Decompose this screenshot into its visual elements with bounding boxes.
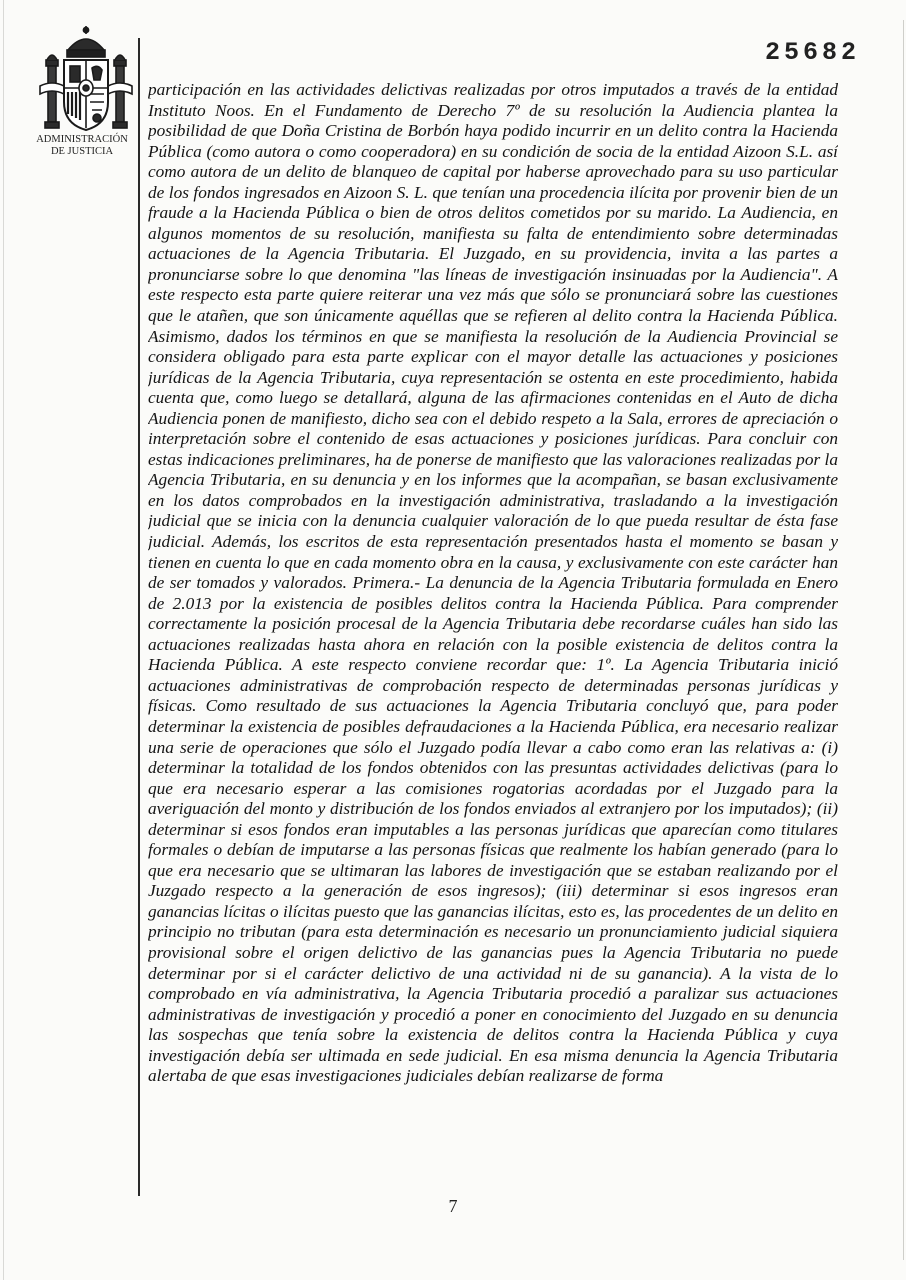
spanish-coat-of-arms-icon <box>36 24 136 136</box>
scan-edge-right <box>903 20 904 1260</box>
institution-label <box>26 134 138 158</box>
scan-edge-left <box>3 0 4 1280</box>
institution-line-1: ADMINISTRACIÓN <box>36 134 128 145</box>
margin-rule <box>138 38 140 1196</box>
page-number: 7 <box>448 1196 458 1216</box>
institution-line-2: DE JUSTICIA <box>50 146 114 157</box>
reference-number: 25682 <box>764 38 860 67</box>
body-paragraph: participación en las actividades delictivas realizadas por otros imputados a través de la entidad Instituto Noos. En el Fundamento de Derecho 7º de su resolución la Audiencia plantea la posibilidad de que Doña Cristina de Borbón haya podido incurrir en un delito contra la Hacienda Pública (como autora o como cooperadora) en su condición de socia de la entidad Aizoon S.L. así como autora de un delito de blanqueo de capital por haberse aprovechado para su uso particular de los fondos ingresados en Aizoon S. L. que tenían una procedencia ilícita por provenir bien de un fraude a la Hacienda Pública o bien de otros delitos cometidos por su marido. La Audiencia, en algunos momentos de su resolución, manifiesta su falta de entendimiento sobre determinadas actuaciones de la Agencia Tributaria. El Juzgado, en su providencia, invita a las partes a pronunciarse sobre lo que denomina "las líneas de investigación insinuadas por la Audiencia". A este respecto esta parte quiere reiterar una vez más que sólo se pronunciará sobre las cuestiones que le atañen, que son únicamente aquéllas que se refieren al delito contra la Hacienda Pública. Asimismo, dados los términos en que se manifiesta la resolución de la Audiencia Provincial se considera obligado para esta parte explicar con el mayor detalle las actuaciones y posiciones jurídicas de la Agencia Tributaria, cuya representación se ostenta en este procedimiento, habida cuenta que, como luego se detallará, alguna de las afirmaciones contenidas en el Auto de dicha Audiencia ponen de manifiesto, dicho sea con el debido respeto a la Sala, errores de apreciación o interpretación sobre el contenido de esas actuaciones y posiciones jurídicas. Para concluir con estas indicaciones preliminares, ha de ponerse de manifiesto que las valoraciones realizadas por la Agencia Tributaria, en su denuncia y en los informes que la acompañan, se basan exclusivamente en los datos comprobados en la investigación administrativa, trasladando a la investigación judicial que se inicia con la denuncia cualquier valoración de lo que pueda resultar de ésta fase judicial. Además, los escritos de esta representación presentados hasta el momento se basan y tienen en cuenta lo que en cada momento obra en la causa, y exclusivamente con este carácter han de ser tomados y valorados. Primera.- La denuncia de la Agencia Tributaria formulada en Enero de 2.013 por la existencia de posibles delitos contra la Hacienda Pública. Para comprender correctamente la posición procesal de la Agencia Tributaria debe recordarse cuáles han sido las actuaciones realizadas hasta ahora en relación con la posible existencia de delitos contra la Hacienda Pública. A este respecto conviene recordar que: 1º. La Agencia Tributaria inició actuaciones administrativas de comprobación respecto de determinadas personas jurídicas y físicas. Como resultado de sus actuaciones la Agencia Tributaria concluyó que, para poder determinar la existencia de posibles defraudaciones a la Hacienda Pública, era necesario realizar una serie de operaciones que sólo el Juzgado podía llevar a cabo como eran las relativas a: (i) determinar la totalidad de los fondos obtenidos con las presuntas actividades delictivas (para lo que era necesario esperar a las comisiones rogatorias acordadas por el Juzgado para la averiguación del monto y distribución de los fondos enviados al extranjero por los imputados); (ii) determinar si esos fondos eran imputables a las personas jurídicas que aparecían como titulares formales o debían de imputarse a las personas físicas que realmente los habían generado (para lo que era necesario que se ultimaran las labores de investigación que se estaban realizando por el Juzgado respecto a la generación de esos ingresos); (iii) determinar si esos ingresos eran ganancias lícitas o ilícitas puesto que las ganancias ilícitas, esto es, las procedentes de un delito en principio no tributan (para esta determinación es necesario un pronunciamiento judicial siquiera provisional sobre el origen delictivo de las ganancias pues la Agencia Tributaria no puede determinar por si el carácter delictivo de una actividad ni de su ganancia). A la vista de lo comprobado en vía administrativa, la Agencia Tributaria procedió a paralizar sus actuaciones administrativas de investigación y procedió a poner en conocimiento del Juzgado en su denuncia las sospechas que tenía sobre la existencia de delitos contra la Hacienda Pública y cuya investigación debía ser ultimada en sede judicial. En esa misma denuncia la Agencia Tributaria alertaba de que esas investigaciones judiciales debían realizarse de forma <box>148 80 838 1086</box>
